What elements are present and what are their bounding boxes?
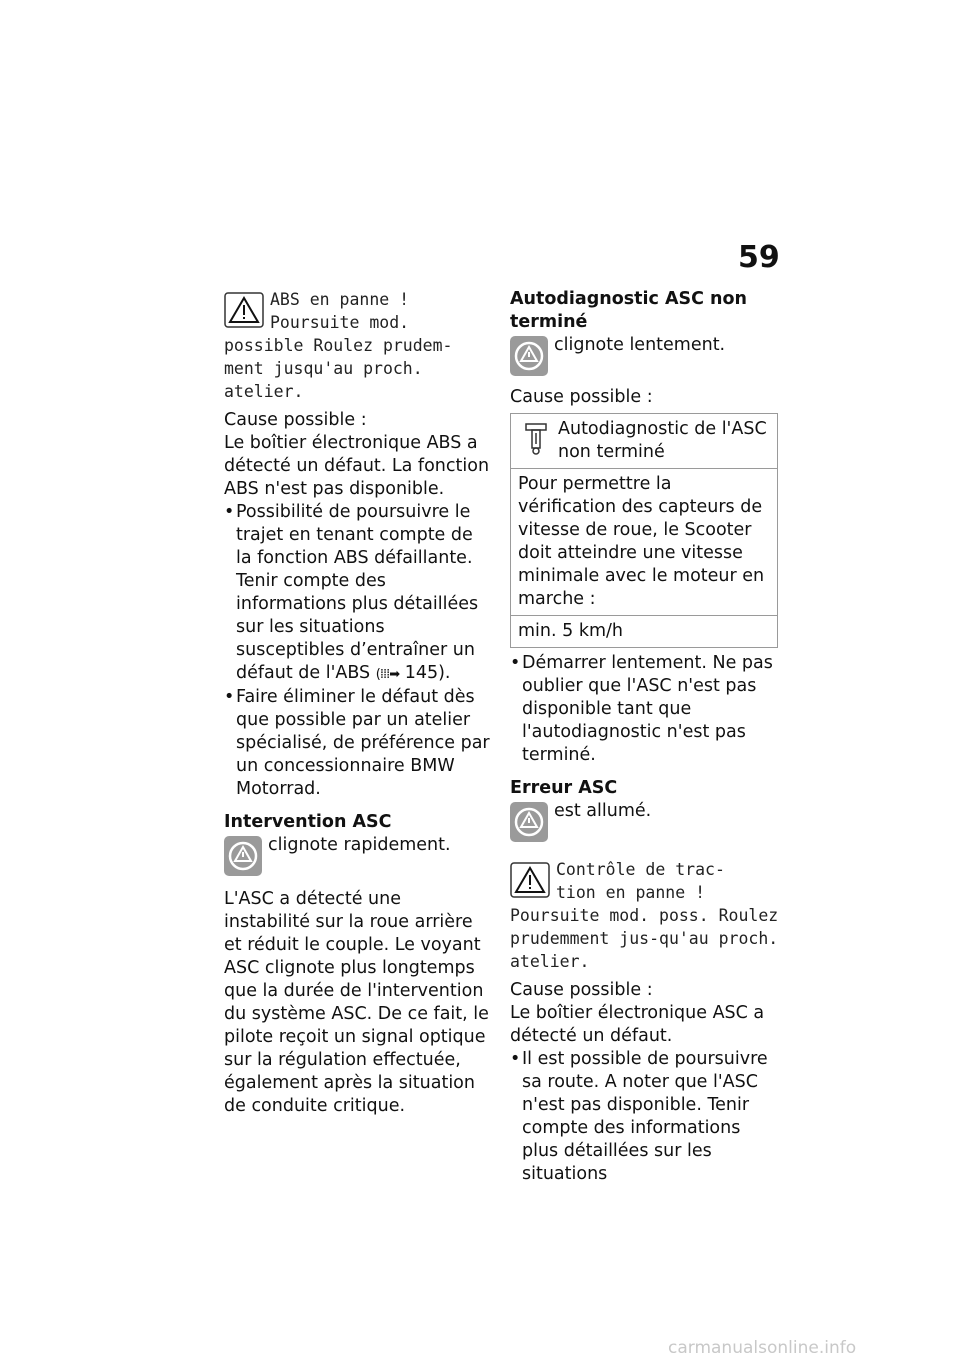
asc-lamp-icon bbox=[224, 836, 262, 876]
cause-label: Cause possible : bbox=[224, 410, 367, 430]
abs-message-line1: ABS en panne ! bbox=[270, 290, 410, 309]
intervention-lamp-row bbox=[224, 834, 492, 857]
asc-lamp-icon bbox=[510, 336, 548, 376]
erreur-lamp-row bbox=[510, 800, 780, 823]
heading-erreur: Erreur ASC bbox=[510, 778, 618, 798]
autodiag-lamp-row bbox=[510, 334, 780, 357]
list-item: • Il est possible de poursuivre sa route. A noter que l'ASC n'est pas disponible. Tenir compte des informations plus détaillées sur les situations bbox=[510, 1048, 780, 1186]
abs-warning-block bbox=[224, 288, 492, 403]
asc-message-rest: Poursuite mod. poss. Roulez prudemment jus-qu'au proch. atelier. bbox=[510, 906, 779, 971]
bullet-text: Possibilité de poursuivre le trajet en tenant compte de la fonction ABS défaillante. Tenir compte des informations plus détaillées sur les situations susceptibles d’entraîner un défaut de l'ABS bbox=[236, 502, 479, 683]
erreur-lamp-text: est allumé. bbox=[554, 801, 652, 821]
watermark: carmanualsonline.info bbox=[668, 1338, 857, 1358]
cause-label: Cause possible : bbox=[510, 387, 653, 407]
info-table bbox=[510, 413, 778, 648]
warning-triangle-icon bbox=[510, 862, 550, 898]
table-value: min. 5 km/h bbox=[511, 616, 778, 648]
asc-lamp-icon bbox=[510, 802, 548, 842]
asc-warning-block bbox=[510, 858, 780, 973]
list-item: • Faire éliminer le défaut dès que possible par un atelier spécialisé, de préférence par un concessionnaire BMW Motorrad. bbox=[224, 686, 492, 801]
page-number: 59 bbox=[738, 240, 780, 275]
page-reference[interactable]: 145). bbox=[404, 663, 451, 683]
intervention-text: L'ASC a détecté une instabilité sur la roue arrière et réduit le couple. Le voyant ASC clignote plus longtemps que la durée de l'intervention du système ASC. De ce fait, le pilote reçoit un signal optique sur la régulation effectuée, également après la situation de conduite critique. bbox=[224, 889, 489, 1116]
abs-message-line2: Poursuite mod. bbox=[270, 313, 410, 332]
asc-message-line2: tion en panne ! bbox=[556, 883, 706, 902]
right-column bbox=[510, 288, 780, 1186]
cause-label: Cause possible : bbox=[510, 980, 653, 1000]
asc-message-line1: Contrôle de trac- bbox=[556, 860, 725, 879]
list-item: • Démarrer lentement. Ne pas oublier que l'ASC n'est pas disponible tant que l'autodiagnostic n'est pas terminé. bbox=[510, 652, 780, 767]
cause-text: Le boîtier électronique ASC a détecté un défaut. bbox=[510, 1003, 765, 1046]
gauge-info-icon bbox=[524, 422, 548, 456]
table-title-cell bbox=[511, 414, 778, 469]
abs-message-rest: possible Roulez prudem-ment jusqu'au proch. atelier. bbox=[224, 336, 453, 401]
intervention-lamp-text: clignote rapidement. bbox=[268, 835, 451, 855]
cause-text: Le boîtier électronique ABS a détecté un défaut. La fonction ABS n'est pas disponible. bbox=[224, 433, 490, 499]
autodiag-lamp-text: clignote lentement. bbox=[554, 335, 726, 355]
warning-triangle-icon bbox=[224, 292, 264, 328]
table-title: Autodiagnostic de l'ASC non terminé bbox=[558, 419, 767, 462]
list-item bbox=[224, 501, 492, 686]
reference-arrow-icon: (⁞⁞⁞➡ bbox=[375, 667, 400, 682]
heading-autodiag: Autodiagnostic ASC non terminé bbox=[510, 289, 748, 332]
table-description: Pour permettre la vérification des capteurs de vitesse de roue, le Scooter doit atteindre une vitesse minimale avec le moteur en marche : bbox=[511, 469, 778, 616]
heading-intervention: Intervention ASC bbox=[224, 812, 392, 832]
left-column bbox=[224, 288, 492, 1118]
